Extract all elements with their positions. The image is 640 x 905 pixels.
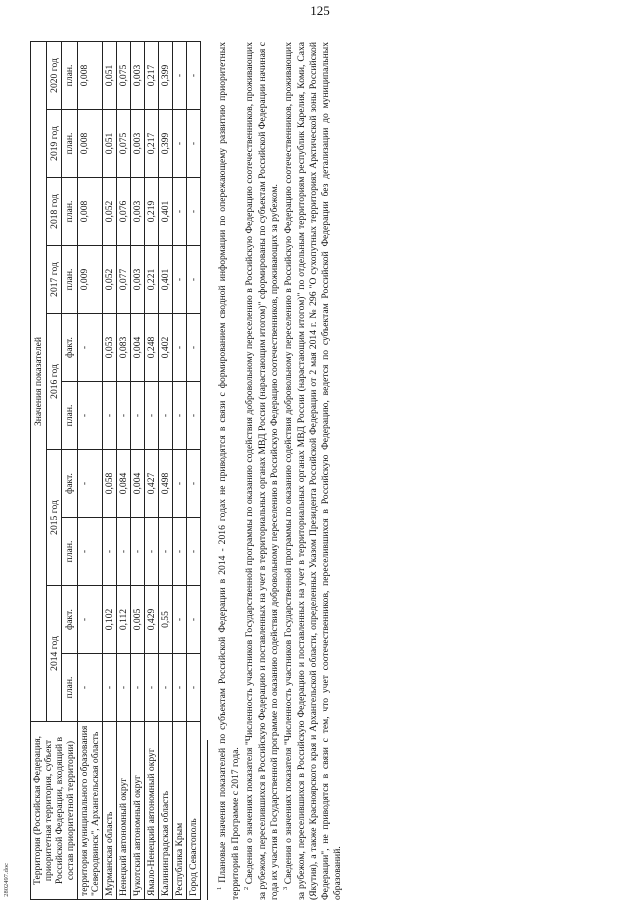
value-cell: -	[173, 654, 187, 722]
value-cell: -	[187, 654, 201, 722]
value-cell: -	[145, 382, 159, 450]
year-header: 2015 год	[46, 450, 62, 586]
value-cell: -	[187, 518, 201, 586]
document-id: 2802497.doc	[3, 863, 10, 897]
footnote-marker: 2	[243, 886, 251, 890]
value-cell: -	[187, 450, 201, 518]
value-cell: 0,004	[131, 450, 145, 518]
table-row	[78, 41, 103, 899]
plan-header: план.	[62, 654, 78, 722]
value-cell: 0,248	[145, 314, 159, 382]
year-header: 2014 год	[46, 586, 62, 722]
value-cell: -	[187, 314, 201, 382]
value-cell: 0,005	[131, 586, 145, 654]
value-cell: 0,003	[131, 246, 145, 314]
year-header: 2016 год	[46, 314, 62, 450]
value-cell: -	[78, 450, 103, 518]
value-cell: -	[173, 178, 187, 246]
rotated-page-content	[30, 30, 630, 900]
footnote-marker: 1	[216, 886, 224, 890]
value-cell: 0,076	[117, 178, 131, 246]
plan-header: план.	[62, 41, 78, 109]
value-cell: 0,217	[145, 110, 159, 178]
value-cell: 0,075	[117, 110, 131, 178]
value-cell: 0,008	[78, 110, 103, 178]
footnote	[243, 42, 281, 900]
value-cell: -	[103, 518, 117, 586]
value-cell: 0,083	[117, 314, 131, 382]
year-header: 2017 год	[46, 246, 62, 314]
value-cell: -	[187, 178, 201, 246]
value-cell: 0,075	[117, 41, 131, 109]
indicator-table	[30, 41, 201, 900]
value-cell: 0,004	[131, 314, 145, 382]
territory-name-cell: Чукотский автономный округ	[131, 722, 145, 900]
footnote-text: Сведения о значениях показателя "Численность участников Государственной программы по оказанию содействия добровольному переселению в Российскую Федерацию соотечественников, проживающих за рубежом, переселившихся в Российскую Федерацию и поставленных на учет в территориальных органах МВД России (нарастающим итогом)" сформированы по субъектам Российской Федерации начиная с года их участия в Государственной программе по оказанию содействия добровольному переселению в Российскую Федерацию соотечественников, проживающих за рубежом.	[244, 42, 280, 900]
year-header: 2020 год	[46, 41, 62, 109]
value-cell: 0,077	[117, 246, 131, 314]
plan-header: план.	[62, 110, 78, 178]
value-cell: 0,427	[145, 450, 159, 518]
value-cell: -	[173, 110, 187, 178]
value-cell: -	[131, 382, 145, 450]
value-cell: -	[159, 654, 173, 722]
footnote-marker: 3	[282, 886, 290, 890]
page-number: 125	[310, 3, 330, 18]
fact-header: факт.	[62, 314, 78, 382]
table-row	[103, 41, 117, 899]
value-cell: -	[145, 518, 159, 586]
territory-name-cell: Калининградская область	[159, 722, 173, 900]
value-cell: 0,401	[159, 178, 173, 246]
value-cell: 0,008	[78, 178, 103, 246]
value-cell: 0,55	[159, 586, 173, 654]
value-cell: -	[187, 246, 201, 314]
value-cell: 0,217	[145, 41, 159, 109]
value-cell: 0,084	[117, 450, 131, 518]
territory-name-cell: Ямало-Ненецкий автономный округ	[145, 722, 159, 900]
value-cell: 0,052	[103, 178, 117, 246]
value-cell: -	[103, 382, 117, 450]
footnotes	[216, 42, 344, 900]
fact-header: факт.	[62, 450, 78, 518]
value-cell: 0,052	[103, 246, 117, 314]
table-row	[159, 41, 173, 899]
value-cell: 0,051	[103, 110, 117, 178]
footnote-divider	[207, 740, 208, 900]
footnote	[282, 42, 345, 900]
value-cell: 0,399	[159, 110, 173, 178]
value-cell: -	[187, 586, 201, 654]
table-row	[145, 41, 159, 899]
value-cell: 0,402	[159, 314, 173, 382]
table-row	[173, 41, 187, 899]
plan-header: план.	[62, 178, 78, 246]
value-cell: -	[78, 314, 103, 382]
value-cell: 0,051	[103, 41, 117, 109]
value-cell: 0,003	[131, 41, 145, 109]
table-body	[78, 41, 201, 899]
territory-name-cell: Мурманская область	[103, 722, 117, 900]
plan-header: план.	[62, 382, 78, 450]
plan-header: план.	[62, 246, 78, 314]
footnote	[216, 42, 242, 900]
value-cell: -	[187, 110, 201, 178]
value-cell: -	[78, 518, 103, 586]
value-cell: 0,058	[103, 450, 117, 518]
footnote-text: Сведения о значениях показателя "Численность участников Государственной программы по оказанию содействия добровольному переселению в Российскую Федерацию соотечественников, проживающих за рубежом, переселившихся в Российскую Федерацию и поставленных на учет в территориальных органах МВД России (нарастающим итогом)" по отдельным территориям республик Карелия, Коми, Саха (Якутия), а также Красноярского края и Архангельской области, определенных Указом Президента Российской Федерации от 2 мая 2014 г. № 296 "О сухопутных территориях Арктической зоны Российской Федерации", не приводятся в связи с тем, что учет соотечественников, переселившихся в Российскую Федерацию, ведется по субъектам Российской Федерации без детализации до муниципальных образований.	[283, 42, 344, 900]
value-cell: -	[173, 450, 187, 518]
fact-header: факт.	[62, 586, 78, 654]
value-cell: -	[78, 654, 103, 722]
table-row	[131, 41, 145, 899]
value-cell: -	[173, 314, 187, 382]
plan-header: план.	[62, 518, 78, 586]
value-cell: 0,003	[131, 178, 145, 246]
year-header: 2019 год	[46, 110, 62, 178]
value-cell: -	[131, 518, 145, 586]
year-header: 2018 год	[46, 178, 62, 246]
value-cell: 0,399	[159, 41, 173, 109]
value-cell: 0,102	[103, 586, 117, 654]
value-cell: 0,009	[78, 246, 103, 314]
value-cell: -	[117, 654, 131, 722]
territory-name-cell: Город Севастополь	[187, 722, 201, 900]
territory-name-cell: территория муниципального образования "Северодвинск", Архангельская область	[78, 722, 103, 900]
value-cell: 0,401	[159, 246, 173, 314]
value-cell: 0,221	[145, 246, 159, 314]
value-cell: 0,498	[159, 450, 173, 518]
value-cell: 0,008	[78, 41, 103, 109]
value-cell: -	[145, 654, 159, 722]
value-cell: -	[173, 382, 187, 450]
value-cell: -	[117, 518, 131, 586]
value-cell: -	[187, 382, 201, 450]
value-cell: -	[173, 518, 187, 586]
value-cell: 0,003	[131, 110, 145, 178]
value-cell: 0,112	[117, 586, 131, 654]
value-cell: -	[78, 382, 103, 450]
value-cell: -	[173, 586, 187, 654]
value-cell: -	[159, 382, 173, 450]
value-cell: -	[117, 382, 131, 450]
territory-name-cell: Ненецкий автономный округ	[117, 722, 131, 900]
footnote-text: Плановые значения показателей по субъектам Российской Федерации в 2014 - 2016 годах не приводятся в связи с формированием сводной информации по опережающему развитию приоритетных территорий в Программе с 2017 года.	[217, 42, 241, 900]
value-cell: 0,219	[145, 178, 159, 246]
value-cell: -	[187, 41, 201, 109]
territory-header: Территория (Российская Федерация, приоритетная территория, субъект Российской Федерации, входящий в состав приоритетной территории)	[31, 722, 78, 900]
values-header: Значения показателей	[31, 41, 47, 721]
table-row	[187, 41, 201, 899]
value-cell: -	[173, 246, 187, 314]
value-cell: 0,429	[145, 586, 159, 654]
value-cell: -	[131, 654, 145, 722]
value-cell: -	[103, 654, 117, 722]
value-cell: -	[78, 586, 103, 654]
value-cell: 0,053	[103, 314, 117, 382]
territory-name-cell: Республика Крым	[173, 722, 187, 900]
value-cell: -	[173, 41, 187, 109]
value-cell: -	[159, 518, 173, 586]
table-row	[117, 41, 131, 899]
